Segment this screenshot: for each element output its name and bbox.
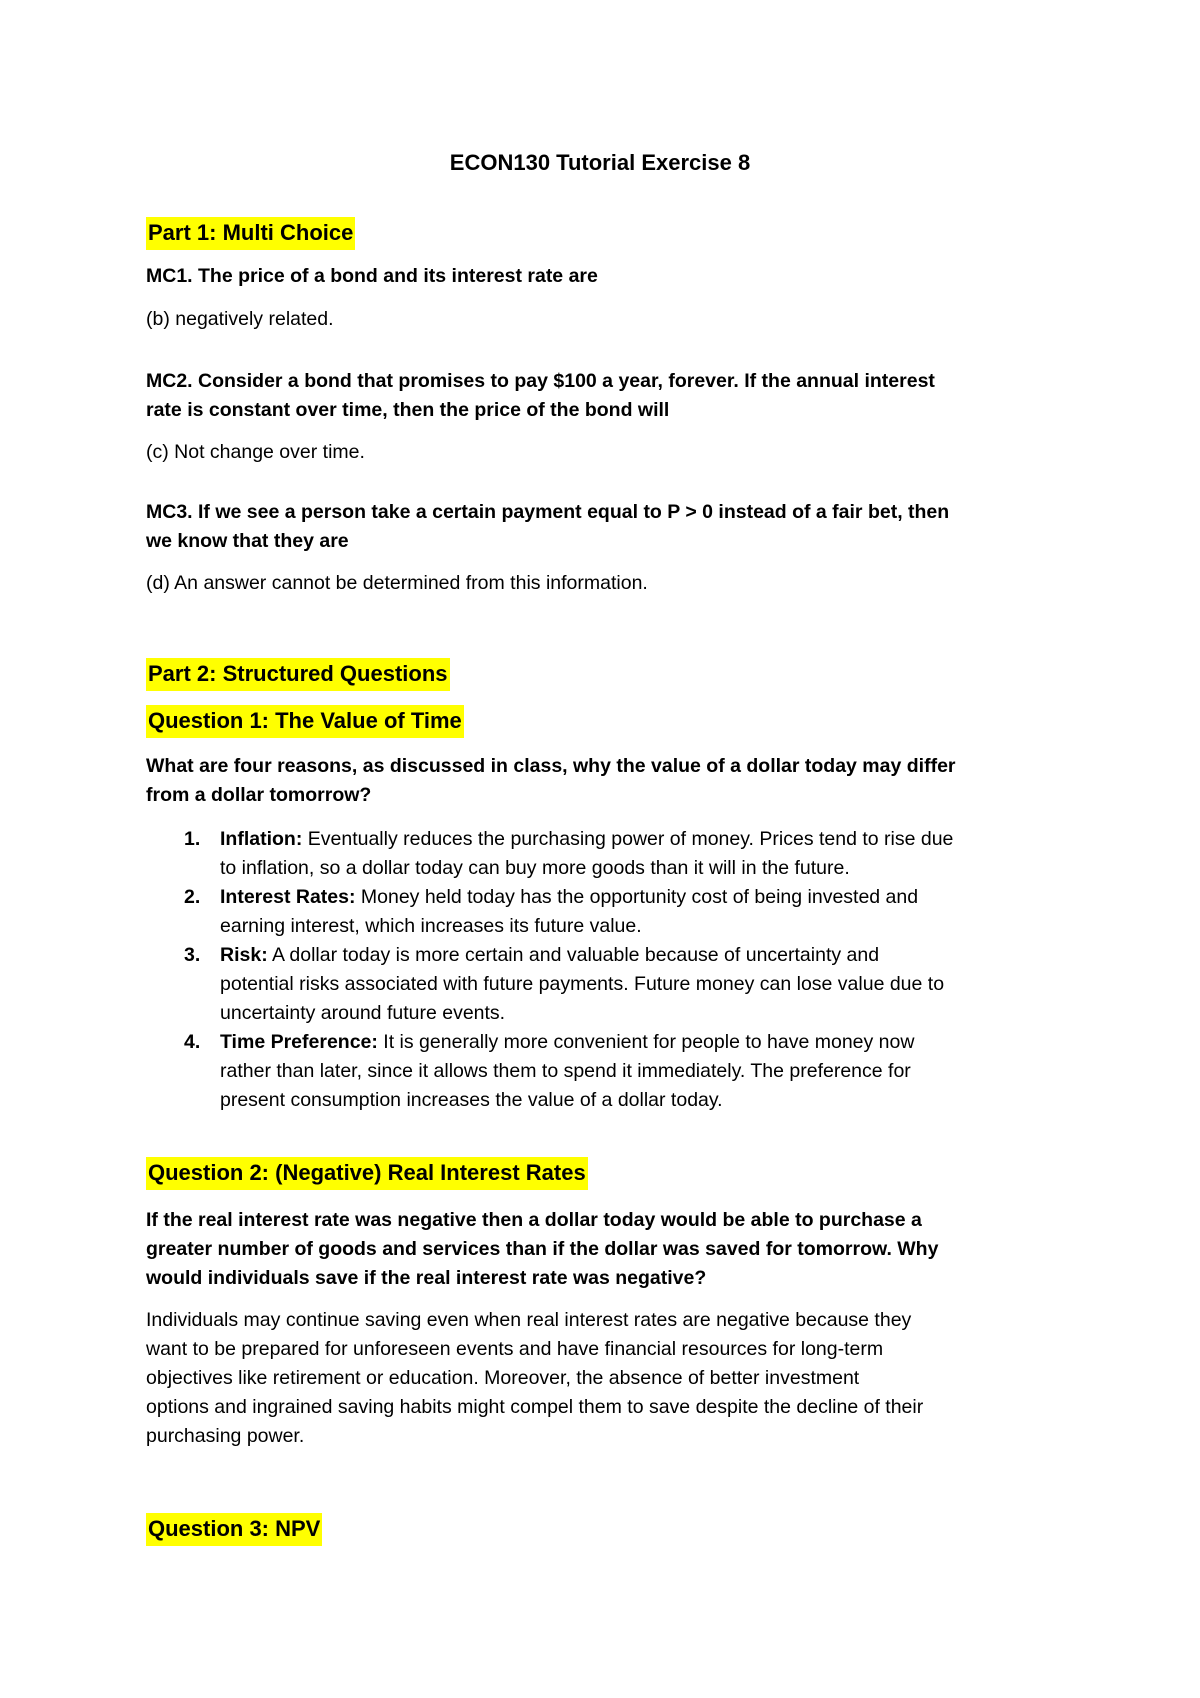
q2-answer-line2: want to be prepared for unforeseen events and have financial resources for long-term [146, 1338, 884, 1360]
list-item-term: Inflation: [220, 828, 303, 850]
list-item-text: uncertainty around future events. [220, 1002, 506, 1024]
mc1-answer: (b) negatively related. [146, 308, 334, 330]
list-item-term: Risk: [220, 944, 268, 966]
mc3-answer: (d) An answer cannot be determined from this information. [146, 572, 648, 594]
list-item-term: Interest Rates: [220, 886, 356, 908]
list-item [146, 1028, 1066, 1115]
document-title: ECON130 Tutorial Exercise 8 [449, 150, 751, 175]
list-item-number: 2. [184, 886, 201, 908]
q2-question-line3: would individuals save if the real interest rate was negative? [146, 1267, 707, 1289]
list-item-text: rather than later, since it allows them to spend it immediately. The preference for [220, 1060, 911, 1082]
list-item-text: It is generally more convenient for people to have money now [377, 1031, 915, 1053]
q2-heading-block [146, 1158, 1066, 1189]
part2-heading: Part 2: Structured Questions [146, 658, 450, 691]
q1-question-line2: from a dollar tomorrow? [146, 784, 372, 806]
mc2-answer: (c) Not change over time. [146, 441, 365, 463]
mc2-question-line1: MC2. Consider a bond that promises to pay $100 a year, forever. If the annual interest [146, 370, 935, 392]
list-item-text: Money held today has the opportunity cost of being invested and [355, 886, 919, 908]
q2-answer-line4: options and ingrained saving habits might compel them to save despite the decline of their [146, 1396, 924, 1418]
mc3-question-line1: MC3. If we see a person take a certain payment equal to P > 0 instead of a fair bet, then [146, 501, 950, 523]
list-item-text: Eventually reduces the purchasing power of money. Prices tend to rise due [302, 828, 954, 850]
list-item [146, 825, 1066, 883]
q2-answer-line5: purchasing power. [146, 1425, 305, 1447]
list-item [146, 883, 1066, 941]
list-item [146, 941, 1066, 1028]
list-item-number: 3. [184, 944, 201, 966]
q3-heading-block [146, 1514, 1066, 1545]
q2-answer-line1: Individuals may continue saving even when real interest rates are negative because they [146, 1309, 912, 1331]
list-item-text: A dollar today is more certain and valuable because of uncertainty and [267, 944, 880, 966]
list-item-text: earning interest, which increases its future value. [220, 915, 642, 937]
q1-question-line1: What are four reasons, as discussed in class, why the value of a dollar today may differ [146, 755, 956, 777]
q3-heading: Question 3: NPV [146, 1513, 322, 1546]
q2-heading: Question 2: (Negative) Real Interest Rates [146, 1157, 588, 1190]
q2-answer-line3: objectives like retirement or education. Moreover, the absence of better investment [146, 1367, 860, 1389]
list-item-text: present consumption increases the value of a dollar today. [220, 1089, 723, 1111]
q2-question-line2: greater number of goods and services than if the dollar was saved for tomorrow. Why [146, 1238, 939, 1260]
list-item-text: potential risks associated with future payments. Future money can lose value due to [220, 973, 945, 995]
list-item-text: to inflation, so a dollar today can buy more goods than it will in the future. [220, 857, 850, 879]
q1-heading-block [146, 706, 1066, 737]
q1-heading: Question 1: The Value of Time [146, 705, 464, 738]
list-item-number: 1. [184, 828, 201, 850]
list-item-term: Time Preference: [220, 1031, 378, 1053]
part1-heading: Part 1: Multi Choice [146, 217, 355, 250]
part2-heading-block [146, 659, 1066, 690]
q1-reasons-list [146, 825, 1066, 1115]
mc2-question-line2: rate is constant over time, then the price of the bond will [146, 399, 670, 421]
part1-heading-block [146, 218, 1066, 249]
mc3-question-line2: we know that they are [146, 530, 349, 552]
q2-question-line1: If the real interest rate was negative then a dollar today would be able to purchase a [146, 1209, 922, 1231]
mc1-question: MC1. The price of a bond and its interest rate are [146, 265, 598, 287]
list-item-number: 4. [184, 1031, 201, 1053]
